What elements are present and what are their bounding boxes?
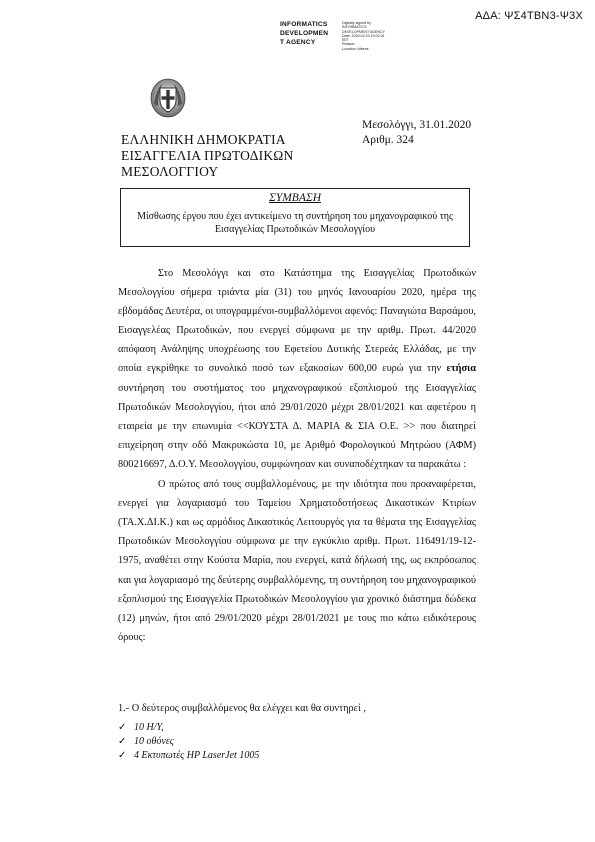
- checkmark-icon: ✓: [118, 736, 127, 747]
- ada-code: ΑΔΑ: ΨΣ4ΤΒΝ3-Ψ3Χ: [475, 10, 583, 22]
- paragraph-1-part-a: Στο Μεσολόγγι και στο Κατάστημα της Εισαγγελίας Πρωτοδικών Μεσολογγίου σήμερα τριάντα μία (31) του μηνός Ιανουαρίου 2020, ημέρα της εβδομάδας Δευτέρα, οι υπογραμμένοι-συμβαλλόμενοι αφενός: Παναγιώτα Βαρσάμου, Εισαγγελέας Πρωτοδικών, που ενεργεί σύμφωνα με την αριθμ. Πρωτ. 44/2020 απόφαση Ανάληψης υποχρέωσης του Εφετείου Δυτικής Στερεάς Ελλάδας, με την οποία εγκρίθηκε το συνολικό ποσό των εξακοσίων 600,00 ευρώ για την: [118, 268, 476, 375]
- authority-line: ΜΕΣΟΛΟΓΓΙΟΥ: [121, 164, 219, 179]
- paragraph-1-bold: ετήσια: [446, 363, 476, 375]
- list-item-label: 4 Εκτυπωτές HP LaserJet 1005: [134, 750, 260, 761]
- greek-emblem-icon: [150, 78, 186, 118]
- place-date: Μεσολόγγι, 31.01.2020: [362, 119, 472, 131]
- term-1: 1.- Ο δεύτερος συμβαλλόμενος θα ελέγχει και θα συντηρεί ,: [118, 703, 366, 714]
- checkmark-icon: ✓: [118, 722, 127, 733]
- list-item: [118, 749, 478, 763]
- list-item-label: 10 Η/Υ,: [134, 722, 164, 733]
- paragraph-2: Ο πρώτος από τους συμβαλλομένους, με την ιδιότητα που προαναφέρεται, ενεργεί για λογαριασμό του Ταμείου Χρηματοδοτήσεως Δικαστικών Κτιρίων (ΤΑ.Χ.ΔΙ.Κ.) και ως αρμόδιος Δικαστικός Λειτουργός για τα θέματα της Εισαγγελίας Πρωτοδικών Μεσολογγίου σύμφωνα με την εγκύκλιο αριθμ. Πρωτ. 116491/19-12-1975, αναθέτει στην Κούστα Μαρία, που ενεργεί, κατά δήλωσή της, ως εκπρόσωπος και για λογαριασμό της δεύτερης συμβαλλόμενης, τη συντήρηση του μηχανογραφικού εξοπλισμού της Εισαγγελία Πρωτοδικών Μεσολογγίου για χρονικό διάστημα δώδεκα (12) μηνών, ήτοι από 29/01/2020 μέχρι 28/01/2021 με τους πιο κάτω ειδικότερους όρους:: [118, 479, 476, 643]
- checkmark-icon: ✓: [118, 750, 127, 761]
- authority-header: [121, 132, 293, 180]
- paragraph-1-part-b: συντήρηση του συστήματος του μηχανογραφικού εξοπλισμού της Εισαγγελίας Πρωτοδικών Μεσολογγίου, ήτοι από 29/01/2020 μέχρι 28/01/2021 και αφετέρου η εταιρεία με την επωνυμία <<ΚΟΥΣΤΑ Δ. ΜΑΡΙΑ & ΣΙΑ Ο.Ε. >> που διατηρεί επιχείρηση στην οδό Μακρυκώστα 10, με Αριθμό Φορολογικού Μητρώου (ΑΦΜ) 800216697, Δ.Ο.Υ. Μεσολογγίου, συμφώνησαν και συναποδέχτηκαν τα παρακάτω :: [118, 382, 476, 470]
- digital-signature-block: [280, 20, 390, 52]
- list-item: [118, 735, 478, 749]
- contract-title: ΣΥΜΒΑΣΗ: [269, 192, 321, 204]
- contract-subtitle: Μίσθωσης έργου που έχει αντικείμενο τη συντήρηση του μηχανογραφικού της Εισαγγελίας Πρωτοδικών Μεσολογγίου: [137, 211, 453, 235]
- list-item: [118, 721, 478, 735]
- authority-line: ΕΙΣΑΓΓΕΛΙΑ ΠΡΩΤΟΔΙΚΩΝ: [121, 148, 294, 163]
- agency-line: INFORMATICS: [280, 21, 328, 28]
- list-item-label: 10 οθόνες: [134, 736, 174, 747]
- signature-stamp: Digitally signed by INFORMATICS DEVELOPMENT AGENCY Date: 2020.02.03 10:02:31 EET Reason: Location: Athens: [342, 21, 386, 51]
- equipment-list: [118, 721, 478, 763]
- agency-line: DEVELOPMEN: [280, 30, 329, 37]
- contract-body: [118, 264, 476, 647]
- terms-section: [118, 701, 478, 763]
- place-date-block: [362, 118, 471, 148]
- authority-line: ΕΛΛΗΝΙΚΗ ΔΗΜΟΚΡΑΤΙΑ: [121, 132, 286, 147]
- paragraph-1: [118, 264, 476, 474]
- protocol-number: Αριθμ. 324: [362, 134, 414, 146]
- agency-line: T AGENCY: [280, 39, 316, 46]
- contract-title-box: [120, 188, 470, 247]
- agency-name: [280, 20, 328, 47]
